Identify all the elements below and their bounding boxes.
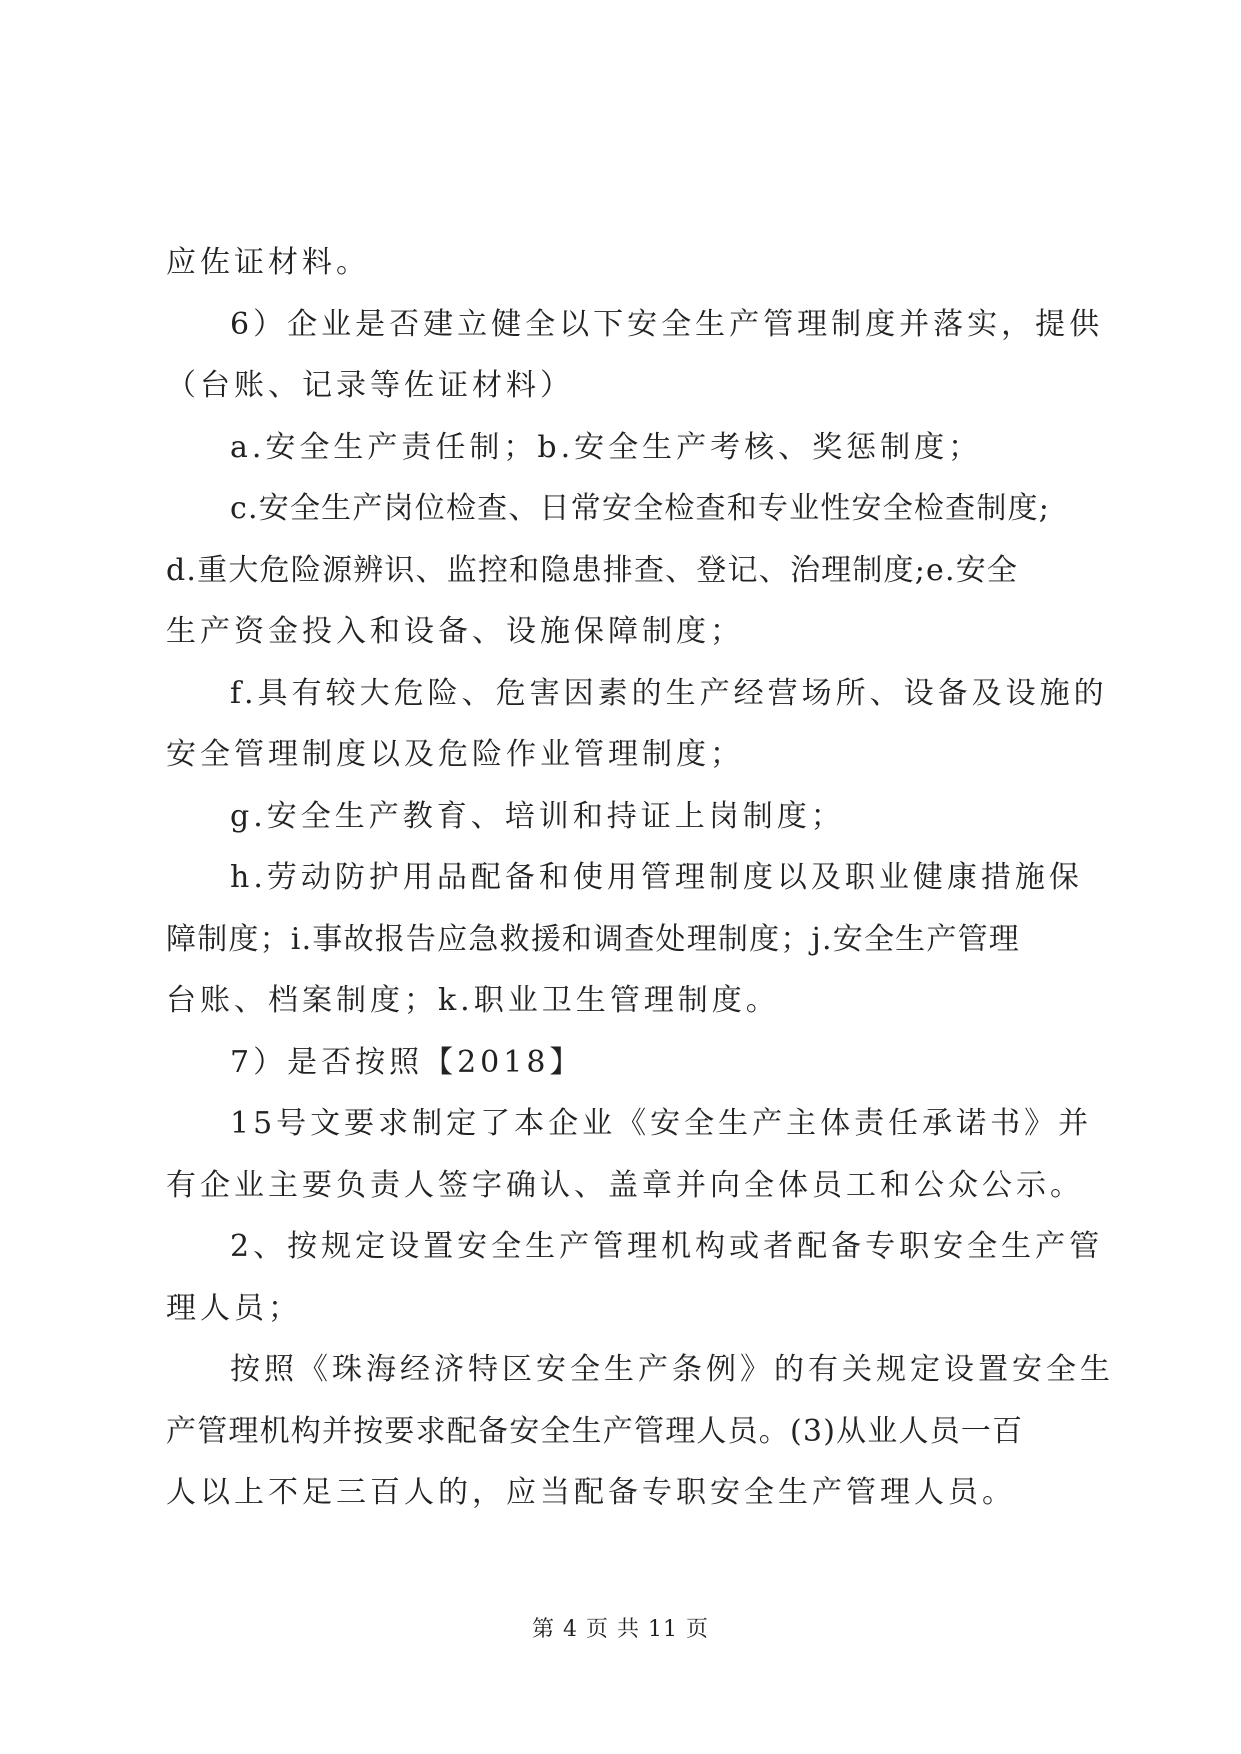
text-line-8: f.具有较大危险、危害因素的生产经营场所、设备及设施的 <box>230 675 1108 711</box>
text-line-18: 理人员； <box>166 1290 302 1326</box>
text-line-2: 6）企业是否建立健全以下安全生产管理制度并落实，提供 <box>230 306 1104 342</box>
text-line-19: 按照《珠海经济特区安全生产条例》的有关规定设置安全生 <box>230 1352 1114 1387</box>
text-line-9: 安全管理制度以及危险作业管理制度； <box>166 737 744 772</box>
document-body <box>166 232 1114 1524</box>
text-line-1: 应佐证材料。 <box>166 245 370 280</box>
text-line-17: 2、按规定设置安全生产管理机构或者配备专职安全生产管 <box>230 1229 1104 1264</box>
text-line-21: 人以上不足三百人的，应当配备专职安全生产管理人员。 <box>166 1475 1016 1510</box>
text-line-4: a.安全生产责任制；b.安全生产考核、奖惩制度； <box>230 429 983 465</box>
text-line-15: 15号文要求制定了本企业《安全生产主体责任承诺书》并 <box>230 1106 1093 1141</box>
text-line-6: d.重大危险源辨识、监控和隐患排查、登记、治理制度;e.安全 <box>166 552 1019 588</box>
text-line-3: （台账、记录等佐证材料） <box>166 368 574 403</box>
text-line-13: 台账、档案制度；k.职业卫生管理制度。 <box>166 983 780 1018</box>
text-line-10: g.安全生产教育、培训和持证上岗制度； <box>230 798 845 834</box>
text-line-16: 有企业主要负责人签字确认、盖章并向全体员工和公众公示。 <box>166 1167 1084 1203</box>
text-line-7: 生产资金投入和设备、设施保障制度； <box>166 614 744 649</box>
text-line-20: 产管理机构并按要求配备安全生产管理人员。(3)从业人员一百 <box>166 1413 1024 1449</box>
text-line-5: c.安全生产岗位检查、日常安全检查和专业性安全检查制度; <box>230 491 1051 526</box>
text-line-12: 障制度；i.事故报告应急救援和调查处理制度；j.安全生产管理 <box>166 921 1020 957</box>
text-line-11: h.劳动防护用品配备和使用管理制度以及职业健康措施保 <box>230 860 1083 895</box>
page-number-footer: 第 4 页 共 11 页 <box>532 1617 709 1642</box>
text-line-14: 7）是否按照【2018】 <box>230 1044 584 1080</box>
